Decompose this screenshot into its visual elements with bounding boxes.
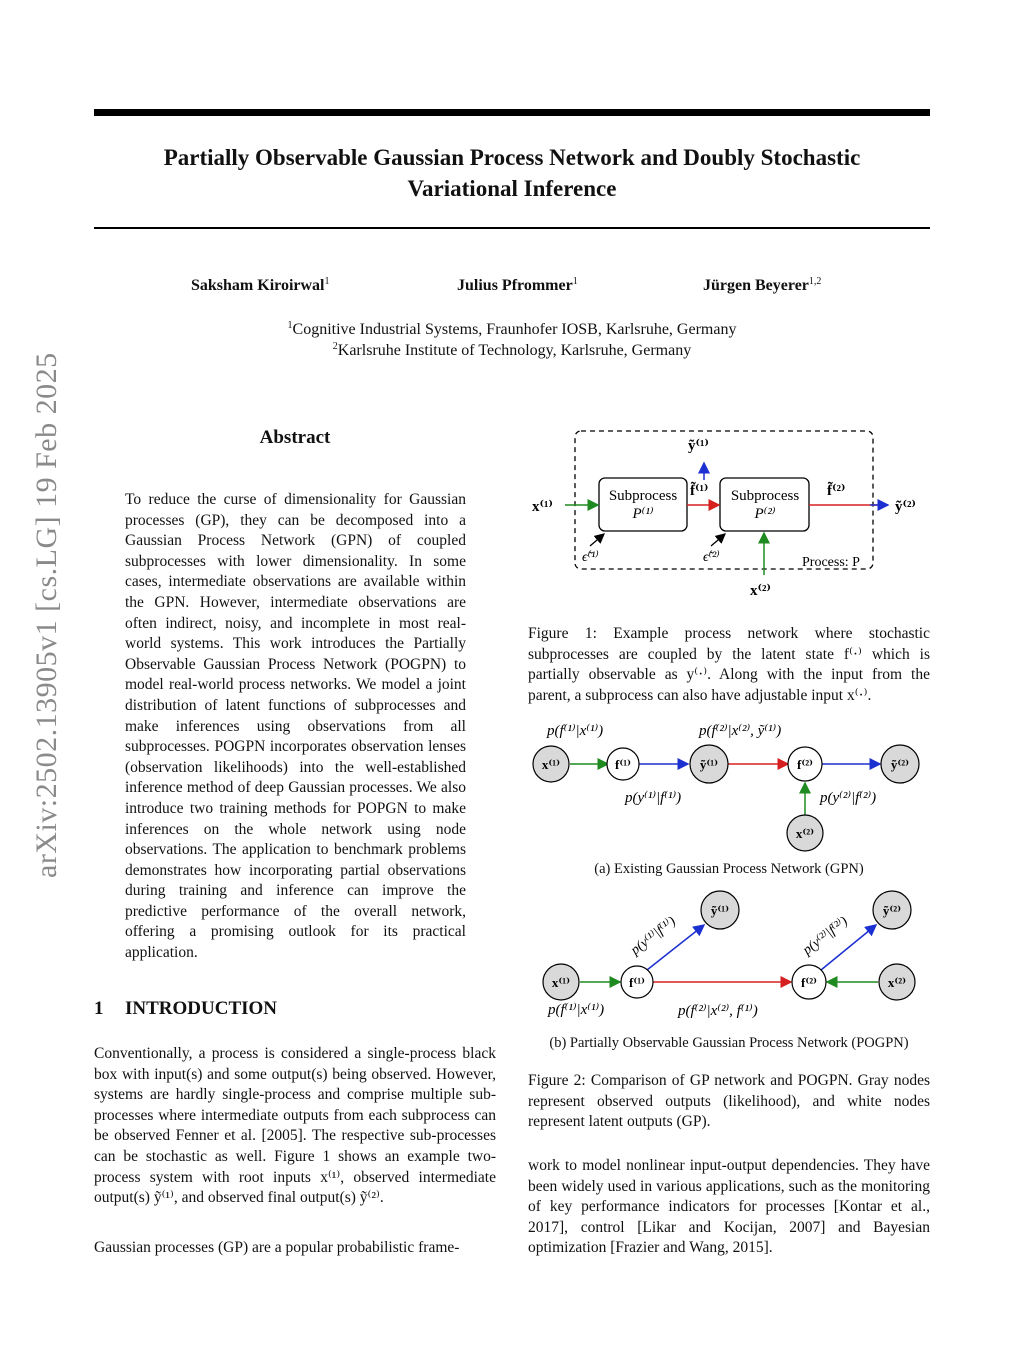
node-f2-label: f⁽²⁾ [801, 975, 817, 990]
label-x2: x⁽²⁾ [750, 583, 771, 599]
figure-1 [520, 425, 930, 605]
figure-2b-caption: (b) Partially Observable Gaussian Process Network (POGPN) [549, 1035, 909, 1051]
subprocess-p2: P⁽²⁾ [754, 506, 776, 522]
label-f1: f̃⁽¹⁾ [690, 483, 709, 499]
node-f2-label: f⁽²⁾ [797, 757, 813, 772]
section-heading: 1 INTRODUCTION [94, 998, 278, 1019]
intro-paragraph-1: Conventionally, a process is considered a single-process black box with input(s) and some output(s) being observed. However, systems are hardly single-process and comprise multiple sub-processes where intermediate outputs from each subprocess can be observed Fenner et al. [2005]. The respective sub-processes can be stochastic as well. Figure 1 shows an example two-process system with root inputs x⁽¹⁾, observed intermediate output(s) ỹ⁽¹⁾, and observed final output(s) ỹ⁽²⁾. [94, 1045, 496, 1207]
node-f1-label: f⁽¹⁾ [615, 757, 631, 772]
abstract-text: To reduce the curse of dimensionality for Gaussian processes (GP), they can be decomposed into a Gaussian Process Network (GPN) of coupled subprocesses with lower dimensionality. In some cases, intermediate observations are available within the GPN. However, intermediate observations are often indirect, noisy, and incomplete in most real-world systems. This work introduces the Partially Observable Gaussian Process Network (POGPN) to model real-world process networks. We model a joint distribution of latent functions of subprocesses and make inferences using observations from all subprocesses. POGPN incorporates observation lenses (observation likelihoods) into the well-established inference method of deep Gaussian processes. We also introduce two training methods for POPGN to make inferences on the whole network using node observations. The application to benchmark problems demonstrates how incorporating partial observations during training and inference can improve the predictive performance of the overall network, offering a promising outlook for its practical application. [125, 491, 466, 962]
intro-paragraph-3: work to model nonlinear input-output dependencies. They have been widely used in various applications, such as the monitoring of key performance indicators for processes [Kontar et al., 2017], control [Likar and Kocijan, 2007] and Bayesian optimization [Frazier and Wang, 2015]. [528, 1157, 930, 1257]
label-p-f1-x1: p(f⁽¹⁾|x⁽¹⁾) [547, 723, 604, 739]
node-y2-label: ỹ⁽²⁾ [890, 757, 910, 772]
figure-2b [520, 885, 930, 1025]
title-rule [94, 227, 930, 229]
node-x2-label: x⁽²⁾ [887, 975, 907, 990]
label-e1: ϵ̃⁽¹⁾ [582, 550, 599, 565]
subprocess-box-1 [599, 478, 687, 531]
node-x1-label: x⁽¹⁾ [541, 757, 561, 772]
node-y2-label: ỹ⁽²⁾ [882, 903, 902, 918]
label-f2: f̃⁽²⁾ [827, 483, 846, 499]
affiliation-2: $^2$Karlsruhe Institute of Technology, Karlsruhe, Germany [332, 341, 692, 359]
subprocess-label-1: Subprocess [608, 488, 678, 504]
node-x2-label: x⁽²⁾ [795, 826, 815, 841]
author-3: Jürgen Beyerer$^{1,2}$ [703, 276, 822, 294]
arxiv-stamp: arXiv:2502.13905v1 [cs.LG] 19 Feb 2025 [30, 352, 63, 878]
label-p-f2-x2-y1: p(f⁽²⁾|x⁽²⁾, ỹ⁽¹⁾) [699, 723, 782, 739]
label-y1: ỹ⁽¹⁾ [688, 438, 709, 454]
intro-paragraph-2: Gaussian processes (GP) are a popular probabilistic frame- [94, 1239, 460, 1256]
noise-arrow-e1 [590, 534, 604, 546]
paper-title: Partially Observable Gaussian Process Network and Doubly Stochastic Variational Inference [163, 145, 861, 201]
figure-2a-caption: (a) Existing Gaussian Process Network (GPN) [594, 861, 864, 877]
label-p-f2-x2-f1: p(f⁽²⁾|x⁽²⁾, f⁽¹⁾) [678, 1003, 758, 1019]
noise-arrow-e2 [711, 534, 725, 546]
node-y1-label: ỹ⁽¹⁾ [699, 757, 719, 772]
label-p-f1-x1: p(f⁽¹⁾|x⁽¹⁾) [548, 1002, 605, 1018]
label-e2: ϵ̃⁽²⁾ [703, 550, 720, 565]
label-x1: x⁽¹⁾ [532, 499, 553, 515]
top-rule [94, 109, 930, 116]
label-y2: ỹ⁽²⁾ [895, 499, 916, 515]
label-p-y2-f2: p(y⁽²⁾|f⁽²⁾) [800, 914, 851, 959]
subprocess-box-2 [720, 478, 809, 531]
label-process: Process: P [802, 555, 860, 570]
affiliation-1: $^1$Cognitive Industrial Systems, Fraunhofer IOSB, Karlsruhe, Germany [287, 320, 737, 338]
author-1: Saksham Kiroirwal$^1$ [191, 276, 330, 294]
label-p-y2-f2: p(y⁽²⁾|f⁽²⁾) [820, 790, 877, 806]
figure-2-caption: Figure 2: Comparison of GP network and POGPN. Gray nodes represent observed outputs (likelihood), and white nodes represent latent outputs (GP). [528, 1072, 930, 1131]
abstract-heading: Abstract [259, 427, 331, 448]
label-p-y1-f1: p(y⁽¹⁾|f⁽¹⁾) [628, 914, 679, 959]
subprocess-p1: P⁽¹⁾ [632, 506, 654, 522]
author-2: Julius Pfrommer$^1$ [457, 276, 578, 294]
figure-1-caption: Figure 1: Example process network where stochastic subprocesses are coupled by the latent state f⁽·⁾ which is partially observable as y⁽·⁾. Along with the input from the parent, a subprocess can also have adjustable input x⁽·⁾. [528, 625, 930, 704]
label-p-y1-f1: p(y⁽¹⁾|f⁽¹⁾) [625, 790, 682, 806]
subprocess-label-2: Subprocess [730, 488, 800, 504]
figure-2a [520, 712, 930, 852]
node-y1-label: ỹ⁽¹⁾ [710, 903, 730, 918]
node-x1-label: x⁽¹⁾ [551, 975, 571, 990]
node-f1-label: f⁽¹⁾ [629, 975, 645, 990]
